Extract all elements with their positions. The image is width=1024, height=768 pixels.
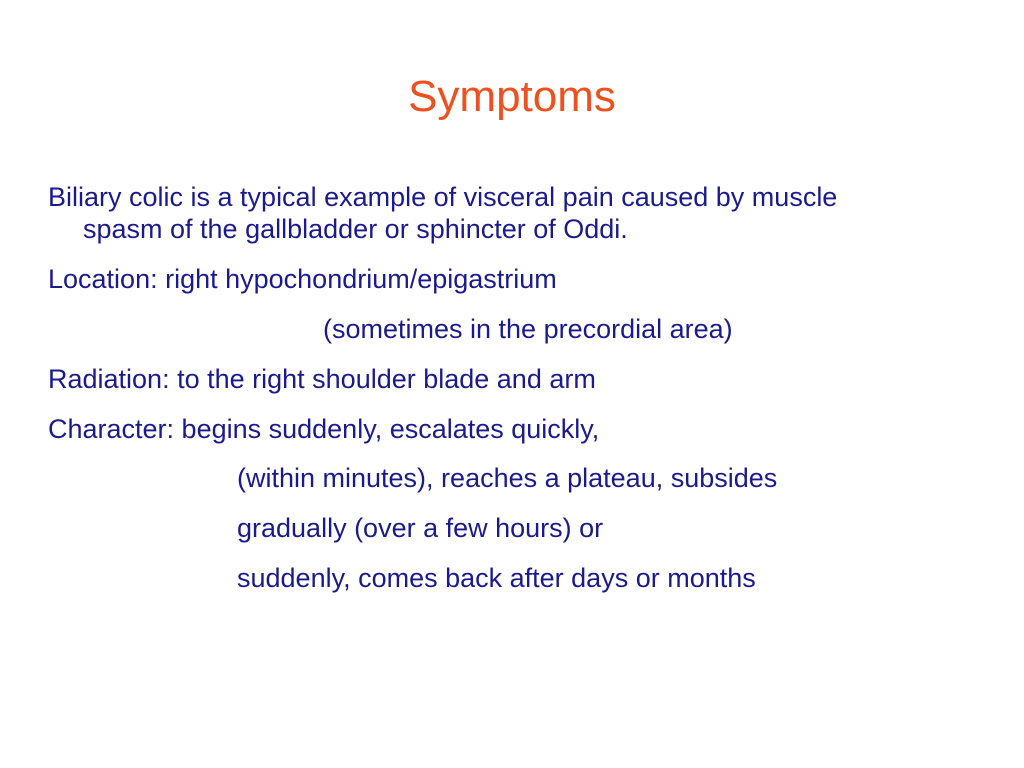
location-note-line: (sometimes in the precordial area) (323, 314, 733, 344)
character-line-4: suddenly, comes back after days or months (237, 563, 756, 593)
paragraph-line-2: spasm of the gallbladder or sphincter of Oddi. (83, 214, 628, 244)
location-line: Location: right hypochondrium/epigastrium (48, 264, 557, 294)
radiation-line: Radiation: to the right shoulder blade and arm (48, 364, 596, 394)
character-line-2: (within minutes), reaches a plateau, subsides (237, 463, 778, 493)
character-line: Character: begins suddenly, escalates quickly, (48, 414, 600, 444)
slide-title: Symptoms (408, 72, 616, 121)
paragraph-line-1: Biliary colic is a typical example of visceral pain caused by muscle (48, 182, 838, 212)
character-line-3: gradually (over a few hours) or (237, 513, 604, 543)
